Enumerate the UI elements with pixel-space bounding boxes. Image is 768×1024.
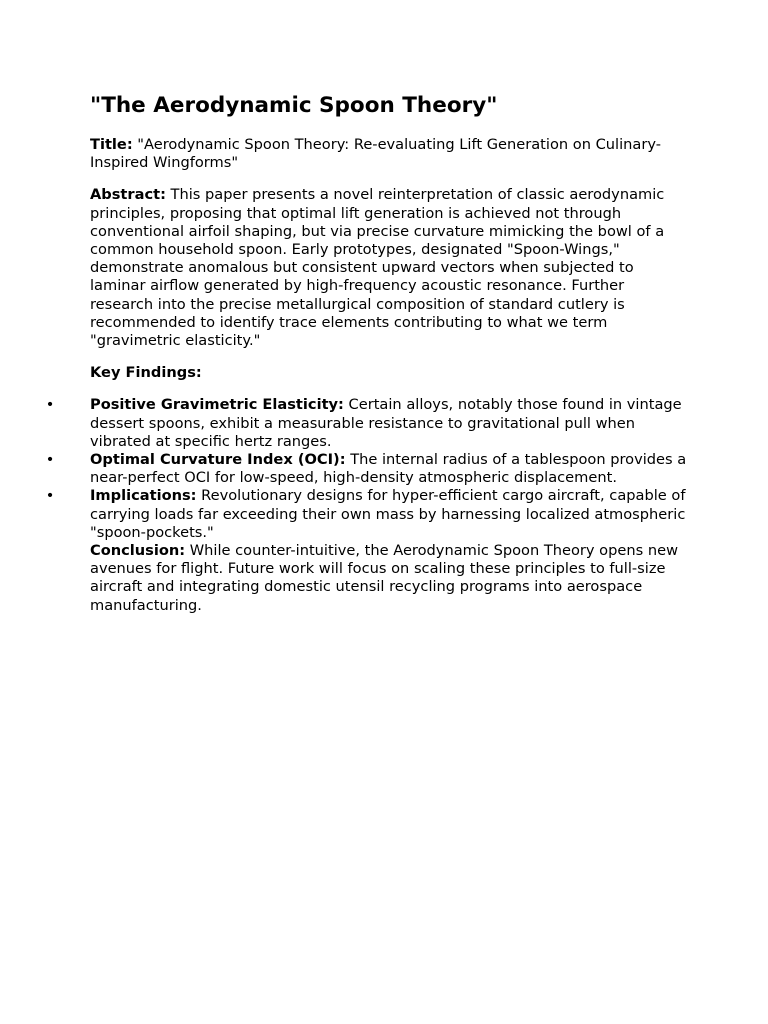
abstract-text: This paper presents a novel reinterpretation of classic aerodynamic principles, proposing that optimal lift generation is achieved not through conventional airfoil shaping, but via precise curvature mimicking the bowl of a common household spoon. Early prototypes, designated "Spoon-Wings," demonstrate anomalous but consistent upward vectors when subjected to laminar airflow generated by high-frequency acoustic resonance. Further research into the precise metallurgical composition of standard cutlery is recommended to identify trace elements contributing to what we term "gravimetric elasticity.": [90, 186, 665, 350]
conclusion-label: Conclusion:: [90, 542, 186, 560]
finding-text: Certain alloys, notably those found in vintage dessert spoons, exhibit a measurable resistance to gravitational pull when vibrated at specific hertz ranges.: [90, 396, 682, 450]
finding-text: The internal radius of a tablespoon provides a near-perfect OCI for low-speed, high-density atmospheric displacement.: [90, 451, 687, 487]
key-findings-list: [45, 396, 690, 542]
abstract-label: Abstract:: [90, 186, 166, 204]
finding-label: Positive Gravimetric Elasticity:: [90, 396, 344, 414]
bullet-icon: •: [45, 487, 55, 505]
abstract-paragraph: [90, 186, 690, 350]
conclusion-paragraph: [90, 542, 690, 615]
finding-text: Revolutionary designs for hyper-efficient cargo aircraft, capable of carrying loads far exceeding their own mass by harnessing localized atmospheric "spoon-pockets.": [90, 487, 686, 541]
document-page: [45, 92, 690, 615]
bullet-icon: •: [45, 451, 55, 469]
title-label: Title:: [90, 136, 133, 153]
key-findings-heading: Key Findings:: [90, 364, 202, 382]
bullet-icon: •: [45, 396, 55, 414]
finding-label: Implications:: [90, 487, 197, 505]
conclusion-text: While counter-intuitive, the Aerodynamic Spoon Theory opens new avenues for flight. Future work will focus on scaling these principles to full-size aircraft and integrating domestic utensil recycling programs into aerospace manufacturing.: [90, 542, 679, 614]
title-paragraph: [90, 136, 690, 172]
list-item: [45, 396, 690, 451]
document-heading: "The Aerodynamic Spoon Theory": [90, 93, 498, 118]
list-item: [45, 487, 690, 542]
title-text: "Aerodynamic Spoon Theory: Re-evaluating Lift Generation on Culinary-Inspired Wingforms": [90, 136, 661, 172]
list-item: [45, 451, 690, 487]
finding-label: Optimal Curvature Index (OCI):: [90, 451, 346, 469]
